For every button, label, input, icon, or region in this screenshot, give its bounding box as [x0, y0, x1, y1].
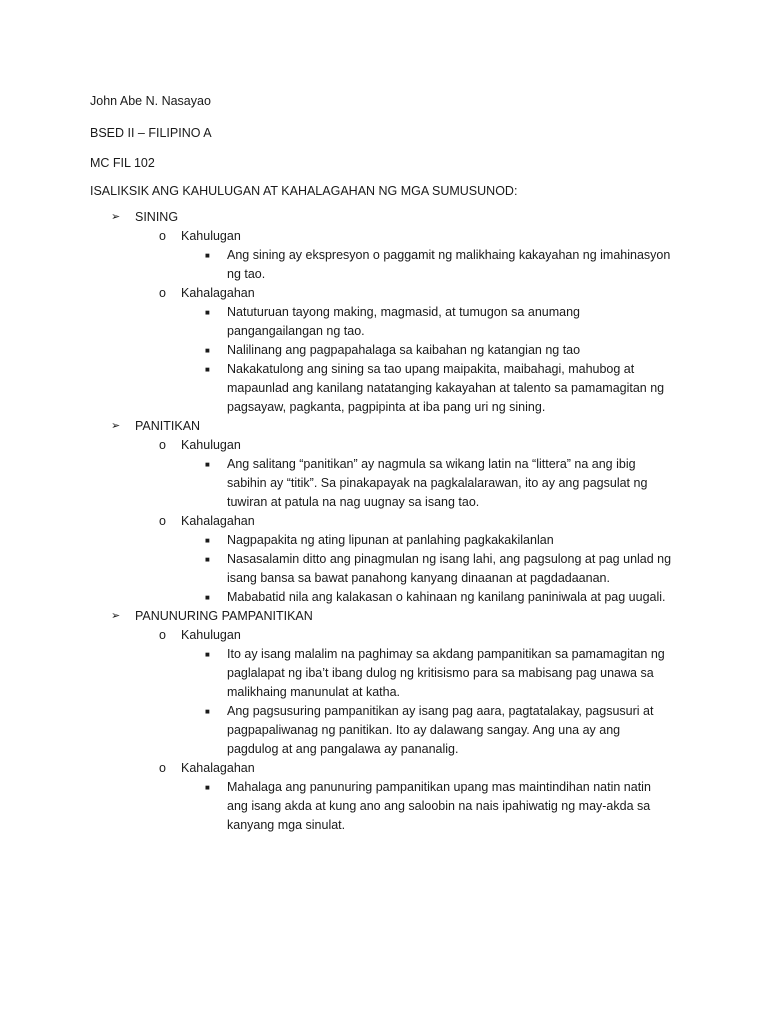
- list-item: [0, 455, 768, 512]
- subtopic-kahalagahan: [0, 284, 768, 417]
- square-bullet-icon: ■: [205, 308, 210, 317]
- list-item: [0, 246, 768, 284]
- square-bullet-icon: ■: [205, 365, 210, 374]
- item-text: Nagpapakita ng ating lipunan at panlahing pagkakakilanlan: [227, 533, 554, 547]
- subtopic-kahulugan: [0, 626, 768, 759]
- square-bullet-icon: ■: [205, 536, 210, 545]
- item-text: Natuturuan tayong making, magmasid, at tumugon sa anumang pangangailangan ng tao.: [227, 305, 580, 338]
- list-item: [0, 645, 768, 702]
- arrow-bullet-icon: ➢: [111, 211, 121, 223]
- item-text: Mababatid nila ang kalakasan o kahinaan ng kanilang paniniwala at pag uugali.: [227, 590, 666, 604]
- subtopic-kahalagahan: [0, 759, 768, 835]
- subtopic-label: Kahalagahan: [181, 514, 255, 528]
- item-text: Nasasalamin ditto ang pinagmulan ng isang lahi, ang pagsulong at pag unlad ng isang bansa sa bawat panahong kanyang dinaanan at pagdadaanan.: [227, 552, 672, 585]
- topic-list: [0, 208, 768, 835]
- topic-title: SINING: [135, 210, 179, 224]
- square-bullet-icon: ■: [205, 460, 210, 469]
- topic-title: PANITIKAN: [135, 419, 201, 433]
- arrow-bullet-icon: ➢: [111, 420, 121, 432]
- square-bullet-icon: ■: [205, 593, 210, 602]
- subtopic-label: Kahulugan: [181, 438, 241, 452]
- topic-title: PANUNURING PAMPANITIKAN: [135, 609, 313, 623]
- subtopic-label: Kahalagahan: [181, 286, 255, 300]
- assignment-instruction: ISALIKSIK ANG KAHULUGAN AT KAHALAGAHAN NG MGA SUMUSUNOD:: [90, 184, 518, 198]
- circle-bullet-icon: o: [159, 229, 166, 243]
- topic-panitikan: [0, 417, 768, 607]
- item-text: Nakakatulong ang sining sa tao upang maipakita, maibahagi, mahubog at mapaunlad ang kanilang natatanging kakayahan at talento sa pamamagitan ng pagsayaw, pagkanta, pagpipinta at iba pang uri ng sining.: [227, 362, 665, 414]
- subtopic-kahulugan: [0, 227, 768, 284]
- item-text: Ang pagsusuring pampanitikan ay isang pag aara, pagtatalakay, pagsusuri at pagpapaliwanag ng panitikan. Ito ay dalawang sangay. Ang una ay ang pagdulog at ang pangalawa ay pananalig.: [227, 704, 654, 756]
- list-item: [0, 778, 768, 835]
- student-section: BSED II – FILIPINO A: [90, 126, 212, 140]
- item-text: Ang salitang “panitikan” ay nagmula sa wikang latin na “littera” na ang ibig sabihin ay “titik”. Sa pinakapayak na pagkalalarawan, ito ay ang pagsulat ng tuwiran at patula na nag uugnay sa isang tao.: [227, 457, 648, 509]
- item-text: Mahalaga ang panunuring pampanitikan upang mas maintindihan natin natin ang isang akda at kung ano ang saloobin na nais ipahiwatig ng may-akda sa kanyang mga sinulat.: [227, 780, 651, 832]
- list-item: [0, 550, 768, 588]
- list-item: [0, 588, 768, 607]
- arrow-bullet-icon: ➢: [111, 610, 121, 622]
- square-bullet-icon: ■: [205, 650, 210, 659]
- square-bullet-icon: ■: [205, 346, 210, 355]
- item-text: Ang sining ay ekspresyon o paggamit ng malikhaing kakayahan ng imahinasyon ng tao.: [227, 248, 671, 281]
- list-item: [0, 341, 768, 360]
- list-item: [0, 531, 768, 550]
- subtopic-label: Kahulugan: [181, 628, 241, 642]
- square-bullet-icon: ■: [205, 783, 210, 792]
- subtopic-kahalagahan: [0, 512, 768, 607]
- square-bullet-icon: ■: [205, 555, 210, 564]
- circle-bullet-icon: o: [159, 514, 166, 528]
- course-code: MC FIL 102: [90, 156, 155, 170]
- circle-bullet-icon: o: [159, 761, 166, 775]
- square-bullet-icon: ■: [205, 251, 210, 260]
- list-item: [0, 303, 768, 341]
- list-item: [0, 702, 768, 759]
- student-name: John Abe N. Nasayao: [90, 94, 211, 108]
- circle-bullet-icon: o: [159, 628, 166, 642]
- circle-bullet-icon: o: [159, 438, 166, 452]
- subtopic-kahulugan: [0, 436, 768, 512]
- circle-bullet-icon: o: [159, 286, 166, 300]
- subtopic-label: Kahulugan: [181, 229, 241, 243]
- square-bullet-icon: ■: [205, 707, 210, 716]
- list-item: [0, 360, 768, 417]
- topic-sining: [0, 208, 768, 417]
- item-text: Nalilinang ang pagpapahalaga sa kaibahan ng katangian ng tao: [227, 343, 581, 357]
- item-text: Ito ay isang malalim na paghimay sa akdang pampanitikan sa pamamagitan ng paglalapat ng iba’t ibang dulog ng kritisismo para sa mabisang pag unawa sa malikhaing manunulat at katha.: [227, 647, 665, 699]
- subtopic-label: Kahalagahan: [181, 761, 255, 775]
- topic-panunuring-pampanitikan: [0, 607, 768, 835]
